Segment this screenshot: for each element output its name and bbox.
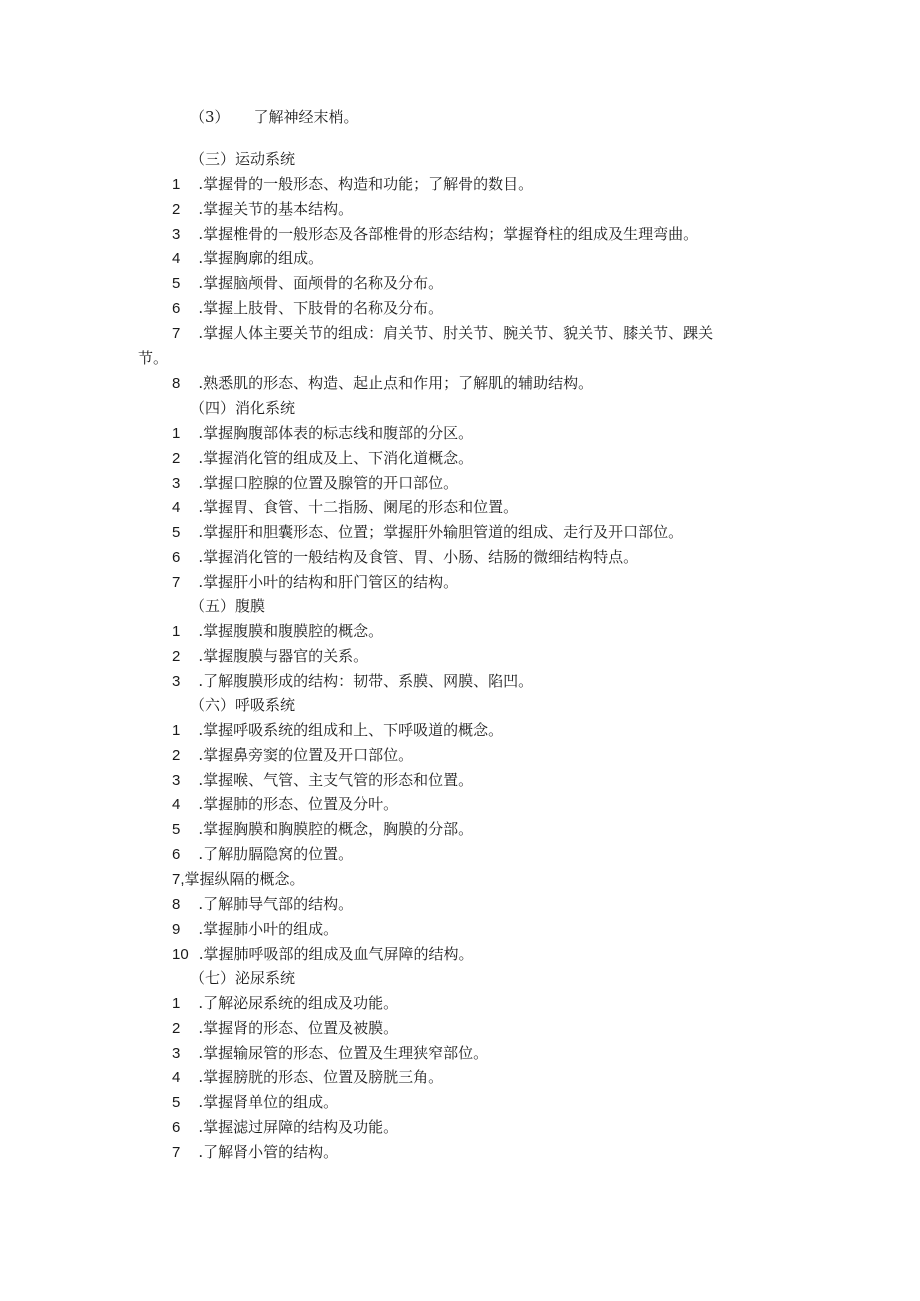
item-text: .掌握脑颅骨、面颅骨的名称及分布。 — [198, 274, 444, 293]
list-item — [172, 273, 443, 294]
list-item — [172, 1092, 338, 1113]
item-text: .掌握腹膜与器官的关系。 — [198, 646, 369, 665]
list-item — [172, 1043, 488, 1064]
intro-number: （3） — [190, 108, 230, 126]
item-number: 6 — [172, 549, 181, 567]
list-item — [172, 919, 338, 940]
section-heading: （七）泌尿系统 — [190, 969, 296, 987]
item-number: 3 — [172, 225, 181, 243]
item-text: .掌握鼻旁窦的位置及开口部位。 — [198, 745, 414, 764]
item-number: 10 — [172, 945, 189, 963]
item-number: 3 — [172, 672, 181, 690]
item-text: .掌握肝和胆囊形态、位置；掌握肝外输胆管道的组成、走行及开口部位。 — [198, 523, 684, 542]
item-number: 6 — [172, 1119, 181, 1137]
item-text: .了解腹膜形成的结构：韧带、系膜、网膜、陷凹。 — [198, 671, 534, 690]
list-item — [172, 944, 473, 965]
item-number: 1 — [172, 721, 181, 739]
item-text: .掌握骨的一般形态、构造和功能；了解骨的数目。 — [198, 174, 534, 193]
list-item — [172, 248, 323, 269]
list-item — [172, 522, 683, 543]
list-item — [172, 174, 533, 195]
list-item — [172, 473, 458, 494]
item-text: .掌握滤过屏障的结构及功能。 — [198, 1118, 399, 1137]
list-item — [172, 671, 533, 692]
item-number: 3 — [172, 474, 181, 492]
list-item-continuation: 节。 — [138, 348, 169, 367]
item-number: 7 — [172, 324, 181, 342]
item-text: .掌握输尿管的形态、位置及生理狭窄部位。 — [198, 1043, 489, 1062]
item-text: .掌握胸膜和胸膜腔的概念，胸膜的分部。 — [198, 820, 474, 839]
item-number: 2 — [172, 1019, 181, 1037]
list-item — [172, 794, 398, 815]
intro-text: 了解神经末梢。 — [253, 108, 359, 126]
item-text: .掌握消化管的组成及上、下消化道概念。 — [198, 448, 474, 467]
list-item — [172, 572, 458, 593]
item-number: 6 — [172, 846, 181, 864]
list-item — [172, 844, 353, 865]
list-item — [172, 323, 713, 344]
item-text: .了解肾小管的结构。 — [198, 1142, 339, 1161]
item-number: 2 — [172, 746, 181, 764]
item-text: .掌握消化管的一般结构及食管、胃、小肠、结肠的微细结构特点。 — [198, 548, 639, 567]
list-item — [172, 720, 503, 741]
item-number: 4 — [172, 796, 181, 814]
list-item — [172, 1142, 338, 1163]
item-number: 7, — [172, 870, 185, 888]
item-number: 4 — [172, 1069, 181, 1087]
list-item — [172, 423, 473, 444]
item-text: 掌握纵隔的概念。 — [184, 869, 305, 888]
item-number: 7 — [172, 1143, 181, 1161]
item-number: 3 — [172, 771, 181, 789]
item-text: .掌握胸廓的组成。 — [198, 249, 324, 268]
item-text: .掌握胃、食管、十二指肠、阑尾的形态和位置。 — [198, 498, 519, 517]
item-text: .掌握腹膜和腹膜腔的概念。 — [198, 621, 384, 640]
section-heading: （六）呼吸系统 — [190, 696, 296, 714]
item-text: .掌握口腔腺的位置及腺管的开口部位。 — [198, 473, 459, 492]
item-text: .熟悉肌的形态、构造、起止点和作用；了解肌的辅助结构。 — [198, 373, 594, 392]
item-number: 4 — [172, 499, 181, 517]
item-number: 5 — [172, 275, 181, 293]
list-item — [172, 298, 443, 319]
list-item — [172, 224, 698, 245]
item-number: 1 — [172, 424, 181, 442]
section-heading: （四）消化系统 — [190, 399, 296, 417]
item-text: .掌握肺的形态、位置及分叶。 — [198, 795, 399, 814]
item-number: 1 — [172, 994, 181, 1012]
item-text: .掌握肺呼吸部的组成及血气屏障的结构。 — [198, 944, 474, 963]
item-text: .掌握喉、气管、主支气管的形态和位置。 — [198, 770, 474, 789]
item-text: .掌握上肢骨、下肢骨的名称及分布。 — [198, 299, 444, 318]
list-item — [172, 869, 305, 890]
item-number: 8 — [172, 374, 181, 392]
list-item — [172, 448, 473, 469]
list-item — [172, 199, 353, 220]
item-text: .掌握膀胱的形态、位置及膀胱三角。 — [198, 1068, 444, 1087]
item-text: .掌握胸腹部体表的标志线和腹部的分区。 — [198, 423, 474, 442]
section-heading: （三）运动系统 — [190, 150, 296, 168]
intro-line — [190, 107, 359, 127]
list-item — [172, 621, 383, 642]
item-text: .了解肋膈隐窝的位置。 — [198, 845, 354, 864]
item-number: 7 — [172, 573, 181, 591]
list-item — [172, 993, 398, 1014]
list-item — [172, 547, 638, 568]
item-text: .掌握肾单位的组成。 — [198, 1093, 339, 1112]
item-number: 3 — [172, 1044, 181, 1062]
item-text: .掌握肾的形态、位置及被膜。 — [198, 1018, 399, 1037]
item-text: .掌握呼吸系统的组成和上、下呼吸道的概念。 — [198, 720, 504, 739]
list-item — [172, 1067, 443, 1088]
item-number: 9 — [172, 920, 181, 938]
item-number: 2 — [172, 449, 181, 467]
item-number: 5 — [172, 1094, 181, 1112]
list-item — [172, 646, 368, 667]
item-number: 5 — [172, 524, 181, 542]
list-item — [172, 497, 518, 518]
item-number: 4 — [172, 250, 181, 268]
list-item — [172, 894, 353, 915]
list-item — [172, 1018, 398, 1039]
list-item — [172, 373, 593, 394]
item-number: 8 — [172, 895, 181, 913]
item-text: .掌握肝小叶的结构和肝门管区的结构。 — [198, 572, 459, 591]
list-item — [172, 1117, 398, 1138]
item-text: .掌握关节的基本结构。 — [198, 199, 354, 218]
list-item — [172, 819, 473, 840]
list-item — [172, 745, 413, 766]
section-heading: （五）腹膜 — [190, 597, 266, 615]
item-text: .了解泌尿系统的组成及功能。 — [198, 993, 399, 1012]
item-text: .了解肺导气部的结构。 — [198, 894, 354, 913]
item-number: 2 — [172, 200, 181, 218]
item-number: 1 — [172, 175, 181, 193]
item-text: .掌握椎骨的一般形态及各部椎骨的形态结构；掌握脊柱的组成及生理弯曲。 — [198, 224, 699, 243]
list-item — [172, 770, 473, 791]
item-number: 6 — [172, 300, 181, 318]
item-number: 5 — [172, 821, 181, 839]
item-number: 1 — [172, 622, 181, 640]
item-text: .掌握肺小叶的组成。 — [198, 919, 339, 938]
item-text: .掌握人体主要关节的组成：肩关节、肘关节、腕关节、貌关节、膝关节、踝关 — [198, 323, 714, 342]
item-number: 2 — [172, 647, 181, 665]
